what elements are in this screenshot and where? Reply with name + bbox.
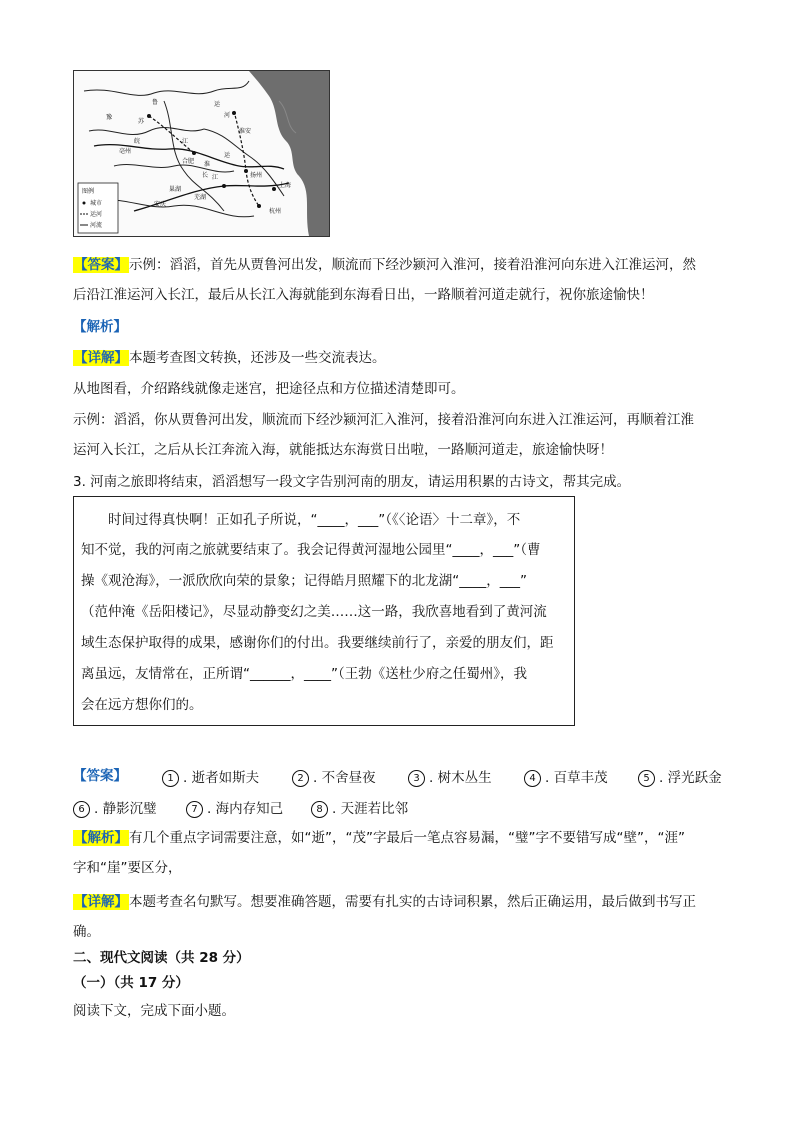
svg-text:城市: 城市 [90,200,103,207]
answer-number: 5 [638,770,655,787]
answer-text: . 逝者如斯夫 [183,770,260,786]
q2-detail-line1 [73,348,386,368]
svg-text:运: 运 [214,101,221,108]
answer-item [524,766,608,787]
svg-text:长: 长 [202,172,209,179]
q2-detail-line4: 运河入长江，之后从长江奔流入海，就能抵达东海赏日出啦，一路顺河道走，旅途愉快呀！ [73,442,613,458]
analysis-label: 【解析】 [73,319,127,335]
svg-text:巢湖: 巢湖 [169,186,182,193]
box-line: 离虽远，友情常在，正所谓“______，____”（王勃《送杜少府之任蜀州》，我 [81,666,527,682]
svg-text:河流: 河流 [90,222,103,229]
reading-instruction: 阅读下文，完成下面小题。 [73,1003,235,1019]
answer-item [162,766,259,787]
answer-text: . 天涯若比邻 [332,801,409,817]
q2-answer-line2: 后沿江淮运河入长江，最后从长江入海就能到东海看日出，一路顺着河道走就行，祝你旅途愉快！ [73,287,654,303]
svg-text:杭州: 杭州 [269,208,282,215]
box-line: 时间过得真快啊！正如孔子所说，“____，___”（《〈论语〉十二章》，不 [81,512,521,528]
svg-text:芜湖: 芜湖 [194,194,207,201]
svg-text:合肥: 合肥 [182,158,195,165]
q3-answer-tag-line [73,766,127,786]
answer-text: . 树木丛生 [429,770,492,786]
subsection-heading: （一）（共 17 分） [73,975,189,991]
svg-text:上海: 上海 [279,182,292,189]
q3-detail-line2: 确。 [73,924,100,940]
answer-item [408,766,492,787]
svg-text:苏: 苏 [138,118,145,125]
answer-number: 8 [311,801,328,818]
q2-detail-line2: 从地图看，介绍路线就像走迷宫，把途径点和方位描述清楚即可。 [73,381,465,397]
answer-text: . 静影沉璧 [94,801,157,817]
answer-text: . 不舍昼夜 [313,770,376,786]
answer-item [311,797,408,818]
answer-item [638,766,722,787]
detail-tag: 【详解】 [74,350,128,366]
answer-text: . 百草丰茂 [545,770,608,786]
q3-detail-line1 [73,892,696,912]
answer-text: 示例：滔滔，首先从贾鲁河出发，顺流而下经沙颍河入淮河，接着沿淮河向东进入江淮运河，然 [129,257,696,273]
box-line: 域生态保护取得的成果，感谢你们的付出。我要继续前行了，亲爱的朋友们，距 [81,635,554,651]
svg-text:皖: 皖 [134,138,141,145]
svg-text:江: 江 [212,174,219,181]
svg-text:淮: 淮 [204,161,211,168]
svg-text:亳州: 亳州 [119,148,132,155]
answer-tag: 【答案】 [73,768,127,784]
svg-text:河: 河 [224,112,231,119]
answer-tag: 【答案】 [74,257,128,273]
q3-question: 3. 河南之旅即将结束，滔滔想写一段文字告别河南的朋友，请运用积累的古诗文，帮其完成。 [73,474,631,490]
svg-text:扬州: 扬州 [250,172,263,179]
svg-text:安庆: 安庆 [154,201,167,208]
svg-text:豫: 豫 [106,114,113,121]
box-line: 会在远方想你们的。 [81,697,203,713]
q2-analysis-label [73,317,127,337]
answer-number: 1 [162,770,179,787]
box-line: 操《观沧海》，一派欣欣向荣的景象；记得皓月照耀下的北龙湖“____，___” [81,573,527,589]
q3-fill-in-box [73,496,575,726]
q3-analysis-line2: 字和“崖”要区分， [73,860,182,876]
svg-text:江: 江 [182,138,189,145]
map-illustration [74,71,329,236]
svg-text:运河: 运河 [90,211,103,218]
svg-text:图例: 图例 [82,188,95,195]
q2-detail-line3: 示例：滔滔，你从贾鲁河出发，顺流而下经沙颍河汇入淮河，接着沿淮河向东进入江淮运河，再顺着江淮 [73,412,694,428]
svg-text:淮安: 淮安 [239,128,252,135]
section-heading: 二、现代文阅读（共 28 分） [73,950,250,966]
answer-text: . 浮光跃金 [659,770,722,786]
analysis-text: 有几个重点字词需要注意，如“逝”，“茂”字最后一笔点容易漏，“璧”字不要错写成“壁”，“涯” [129,830,685,846]
answer-item [186,797,283,818]
answer-number: 3 [408,770,425,787]
answer-text: . 海内存知己 [207,801,284,817]
canal-route-map [73,70,330,237]
analysis-tag: 【解析】 [74,830,128,846]
answer-number: 6 [73,801,90,818]
box-line: 知不觉，我的河南之旅就要结束了。我会记得黄河湿地公园里“____，___”（曹 [81,542,541,558]
answer-number: 2 [292,770,309,787]
box-line: （范仲淹《岳阳楼记》，尽显动静变幻之美……这一路，我欣喜地看到了黄河流 [81,604,547,620]
answer-number: 7 [186,801,203,818]
svg-text:运: 运 [224,152,231,159]
answer-number: 4 [524,770,541,787]
answer-item [73,797,157,818]
detail-tag: 【详解】 [74,894,128,910]
detail-text: 本题考查名句默写。想要准确答题，需要有扎实的古诗词积累，然后正确运用，最后做到书写正 [129,894,696,910]
svg-text:鲁: 鲁 [152,99,159,106]
detail-text: 本题考查图文转换，还涉及一些交流表达。 [129,350,386,366]
answer-item [292,766,376,787]
q3-analysis-line1 [73,828,685,848]
q2-answer-line1 [73,255,696,275]
